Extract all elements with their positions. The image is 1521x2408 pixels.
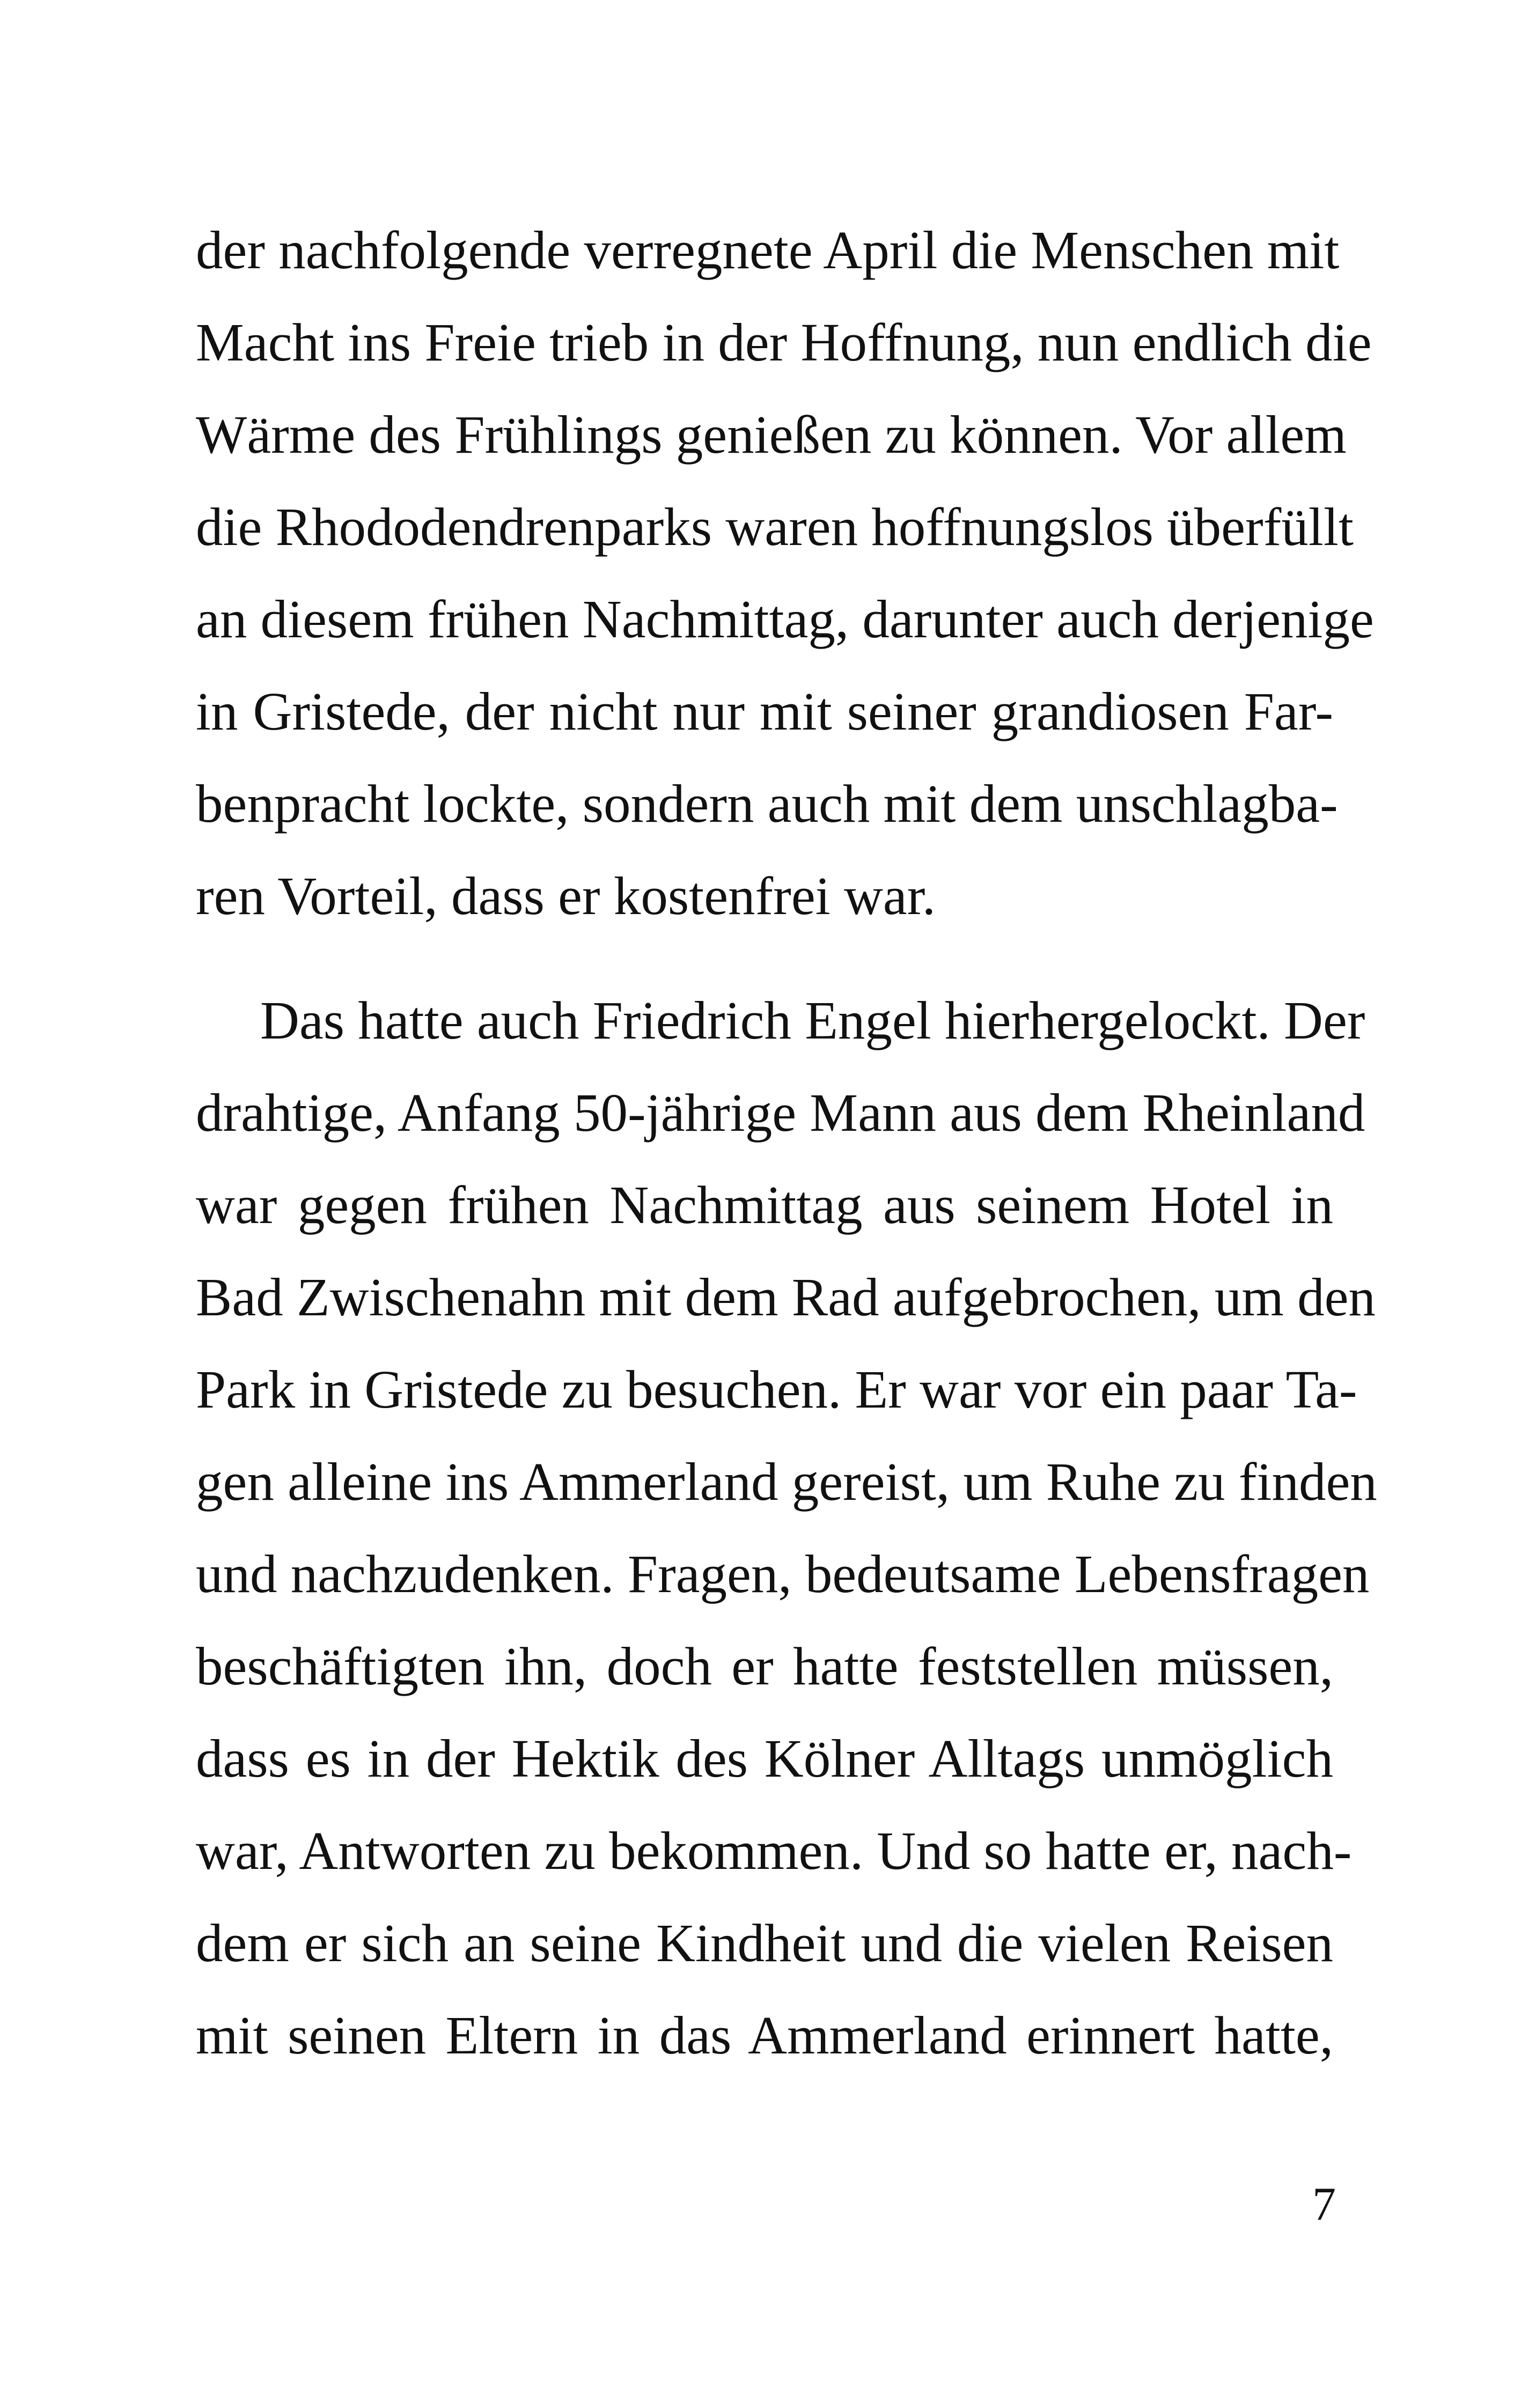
page-number: 7 <box>1312 2178 1336 2230</box>
text-line: gen alleine ins Ammerland gereist, um Ruhe zu finden <box>196 1452 1377 1512</box>
text-line: Das hatte auch Friedrich Engel hierhergelockt. Der <box>260 990 1365 1050</box>
text-line: Park in Gristede zu besuchen. Er war vor ein paar Ta- <box>196 1359 1357 1419</box>
text-line: beschäftigten ihn, doch er hatte feststellen müssen, <box>196 1636 1333 1696</box>
text-line: die Rhododendrenparks waren hoffnungslos überfüllt <box>196 497 1354 557</box>
text-line: dass es in der Hektik des Kölner Alltags unmöglich <box>196 1728 1333 1788</box>
text-line: an diesem frühen Nachmittag, darunter auch derjenige <box>196 589 1374 649</box>
text-line: Bad Zwischenahn mit dem Rad aufgebrochen, um den <box>196 1267 1376 1327</box>
text-line: drahtige, Anfang 50-jährige Mann aus dem Rheinland <box>196 1083 1365 1143</box>
text-line: mit seinen Eltern in das Ammerland erinnert hatte, <box>196 2005 1333 2065</box>
paragraph-1 <box>196 204 1374 942</box>
text-line: ren Vorteil, dass er kostenfrei war. <box>196 866 936 926</box>
text-line: in Gristede, der nicht nur mit seiner grandiosen Far- <box>196 681 1333 741</box>
text-line: dem er sich an seine Kindheit und die vielen Reisen <box>196 1913 1333 1973</box>
paragraph-spacer <box>196 942 1333 974</box>
paragraph-2 <box>196 974 1377 2081</box>
text-line: war, Antworten zu bekommen. Und so hatte er, nach- <box>196 1821 1352 1881</box>
text-line: Macht ins Freie trieb in der Hoffnung, nun endlich die <box>196 312 1372 372</box>
body-text <box>196 204 1377 2081</box>
text-line: und nachzudenken. Fragen, bedeutsame Lebensfragen <box>196 1544 1370 1604</box>
text-line: benpracht lockte, sondern auch mit dem unschlagba- <box>196 774 1338 834</box>
text-line: war gegen frühen Nachmittag aus seinem Hotel in <box>196 1175 1333 1235</box>
text-line: Wärme des Frühlings genießen zu können. Vor allem <box>196 404 1347 465</box>
text-line: der nachfolgende verregnete April die Menschen mit <box>196 220 1340 280</box>
